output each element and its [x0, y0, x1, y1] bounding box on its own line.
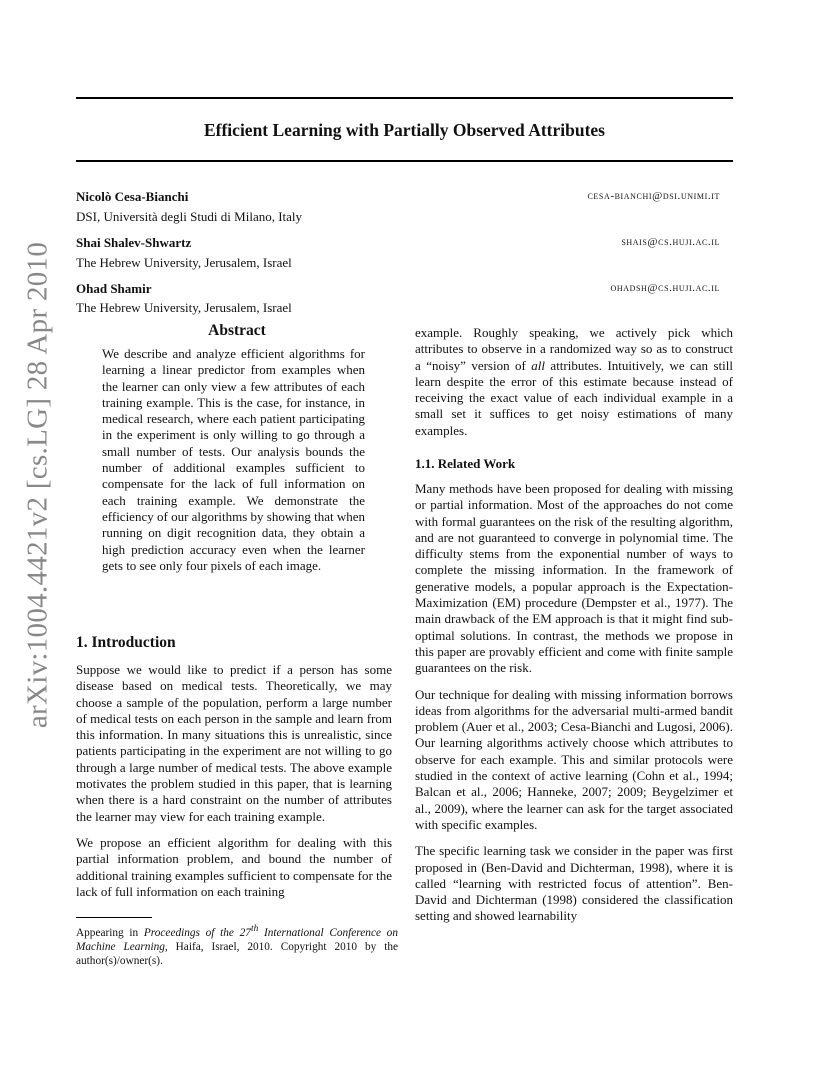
- footnote-rule: [76, 917, 152, 918]
- right-paragraph: [415, 325, 733, 439]
- author-email[interactable]: shais@cs.huji.ac.il: [621, 236, 720, 248]
- related-paragraph: The specific learning task we consider in the paper was first proposed in (Ben-David and Dichterman, 1998), where it is called “learning with restricted focus of attention”. Ben-David and Dichterman (1998) considered the classification setting and showed learnability: [415, 843, 733, 924]
- footnote-venue: Proceedings of the 27: [143, 926, 251, 939]
- right-column-body: [415, 481, 733, 935]
- related-paragraph: Many methods have been proposed for dealing with missing or partial information. Most of the approaches do not come with formal guarantees on the risk of the resulting algorithm, and are not guaranteed to converge in polynomial time. The difficulty stems from the exponential number of ways to complete the missing information. In the framework of generative models, a popular approach is the Expectation-Maximization (EM) procedure (Dempster et al., 1977). The main drawback of the EM approach is that it might find sub-optimal solutions. In contrast, the methods we propose in this paper are provably efficient and come with finite sample guarantees on the risk.: [415, 481, 733, 676]
- top-rule: [76, 97, 733, 99]
- author-name: Nicolò Cesa-Bianchi: [76, 189, 189, 204]
- author-name: Shai Shalev-Shwartz: [76, 235, 192, 250]
- intro-paragraph: Suppose we would like to predict if a person has some disease based on medical tests. Theoretically, we may choose a sample of the population, perform a large number of medical tests on each person in the sample and learn from this information. In many situations this is unrealistic, since patients participating in the experiment are not willing to go through a large number of medical tests. The above example motivates the problem studied in this paper, that is learning when there is a hard constraint on the number of attributes the learner may view for each training example.: [76, 662, 392, 824]
- related-paragraph: Our technique for dealing with missing information borrows ideas from algorithms for the adversarial multi-armed bandit problem (Auer et al., 2003; Cesa-Bianchi and Lugosi, 2006). Our learning algorithms actively choose which attributes to observe for each example. This and similar protocols were studied in the context of active learning (Cohn et al., 1994; Balcan et al., 2006; Hanneke, 2007; 2009; Beygelzimer et al., 2009), where the learner can ask for the target associated with specific examples.: [415, 686, 733, 832]
- footnote-venue-sup: th: [250, 924, 259, 934]
- footnote-text: , Haifa, Israel, 2010. Copyright 2010 by the author(s)/owner(s).: [76, 940, 398, 967]
- intro-paragraph: We propose an efficient algorithm for dealing with this partial information problem, and bound the number of additional training examples sufficient to compensate for the lack of full information on each training: [76, 834, 392, 899]
- footnote: [76, 922, 398, 968]
- intro-body: [76, 662, 392, 910]
- abstract-heading: Abstract: [208, 322, 266, 339]
- right-column-top: [415, 325, 733, 449]
- author-email[interactable]: ohadsh@cs.huji.ac.il: [610, 282, 720, 294]
- footnote-text: Appearing in: [76, 926, 144, 939]
- emphasis-text: all: [531, 357, 545, 373]
- title-rule: [76, 160, 733, 162]
- author-email[interactable]: cesa-bianchi@dsi.unimi.it: [587, 190, 720, 202]
- arxiv-id-text: arXiv:1004.4421v2 [cs.LG] 28 Apr 2010: [21, 241, 54, 729]
- paragraph-text: attributes. Intuitively, we can still learn despite the error of this estimate because instead of receiving the exact value of each individual example in a small set it suffices to get noisy estimations of many examples.: [415, 357, 733, 438]
- abstract-text: We describe and analyze efficient algorithms for learning a linear predictor from examples when the learner can only view a few attributes of each training example. This is the case, for instance, in medical research, where each patient participating in the experiment is only willing to go through a small number of tests. Our analysis bounds the number of additional examples sufficient to compensate for the lack of full information on each training example. We demonstrate the efficiency of our algorithms by showing that when running on digit recognition data, they obtain a high prediction accuracy even when the learner gets to see only four pixels of each image.: [102, 346, 365, 573]
- paper-title: Efficient Learning with Partially Observed Attributes: [203, 120, 605, 140]
- intro-heading: 1. Introduction: [76, 634, 176, 651]
- author-affiliation: DSI, Università degli Studi di Milano, Italy: [76, 209, 303, 224]
- abstract-body: [102, 346, 365, 584]
- author-name: Ohad Shamir: [76, 281, 152, 296]
- arxiv-side-stamp: [0, 0, 54, 729]
- author-affiliation: The Hebrew University, Jerusalem, Israel: [76, 255, 292, 270]
- author-affiliation: The Hebrew University, Jerusalem, Israel: [76, 300, 292, 315]
- footnote-venue: International Conference on Machine Learning: [76, 926, 398, 953]
- paragraph-text: example. Roughly speaking, we actively pick which attributes to observe in a randomized way so as to construct a “noisy” version of: [415, 325, 733, 373]
- related-work-heading: 1.1. Related Work: [415, 456, 516, 471]
